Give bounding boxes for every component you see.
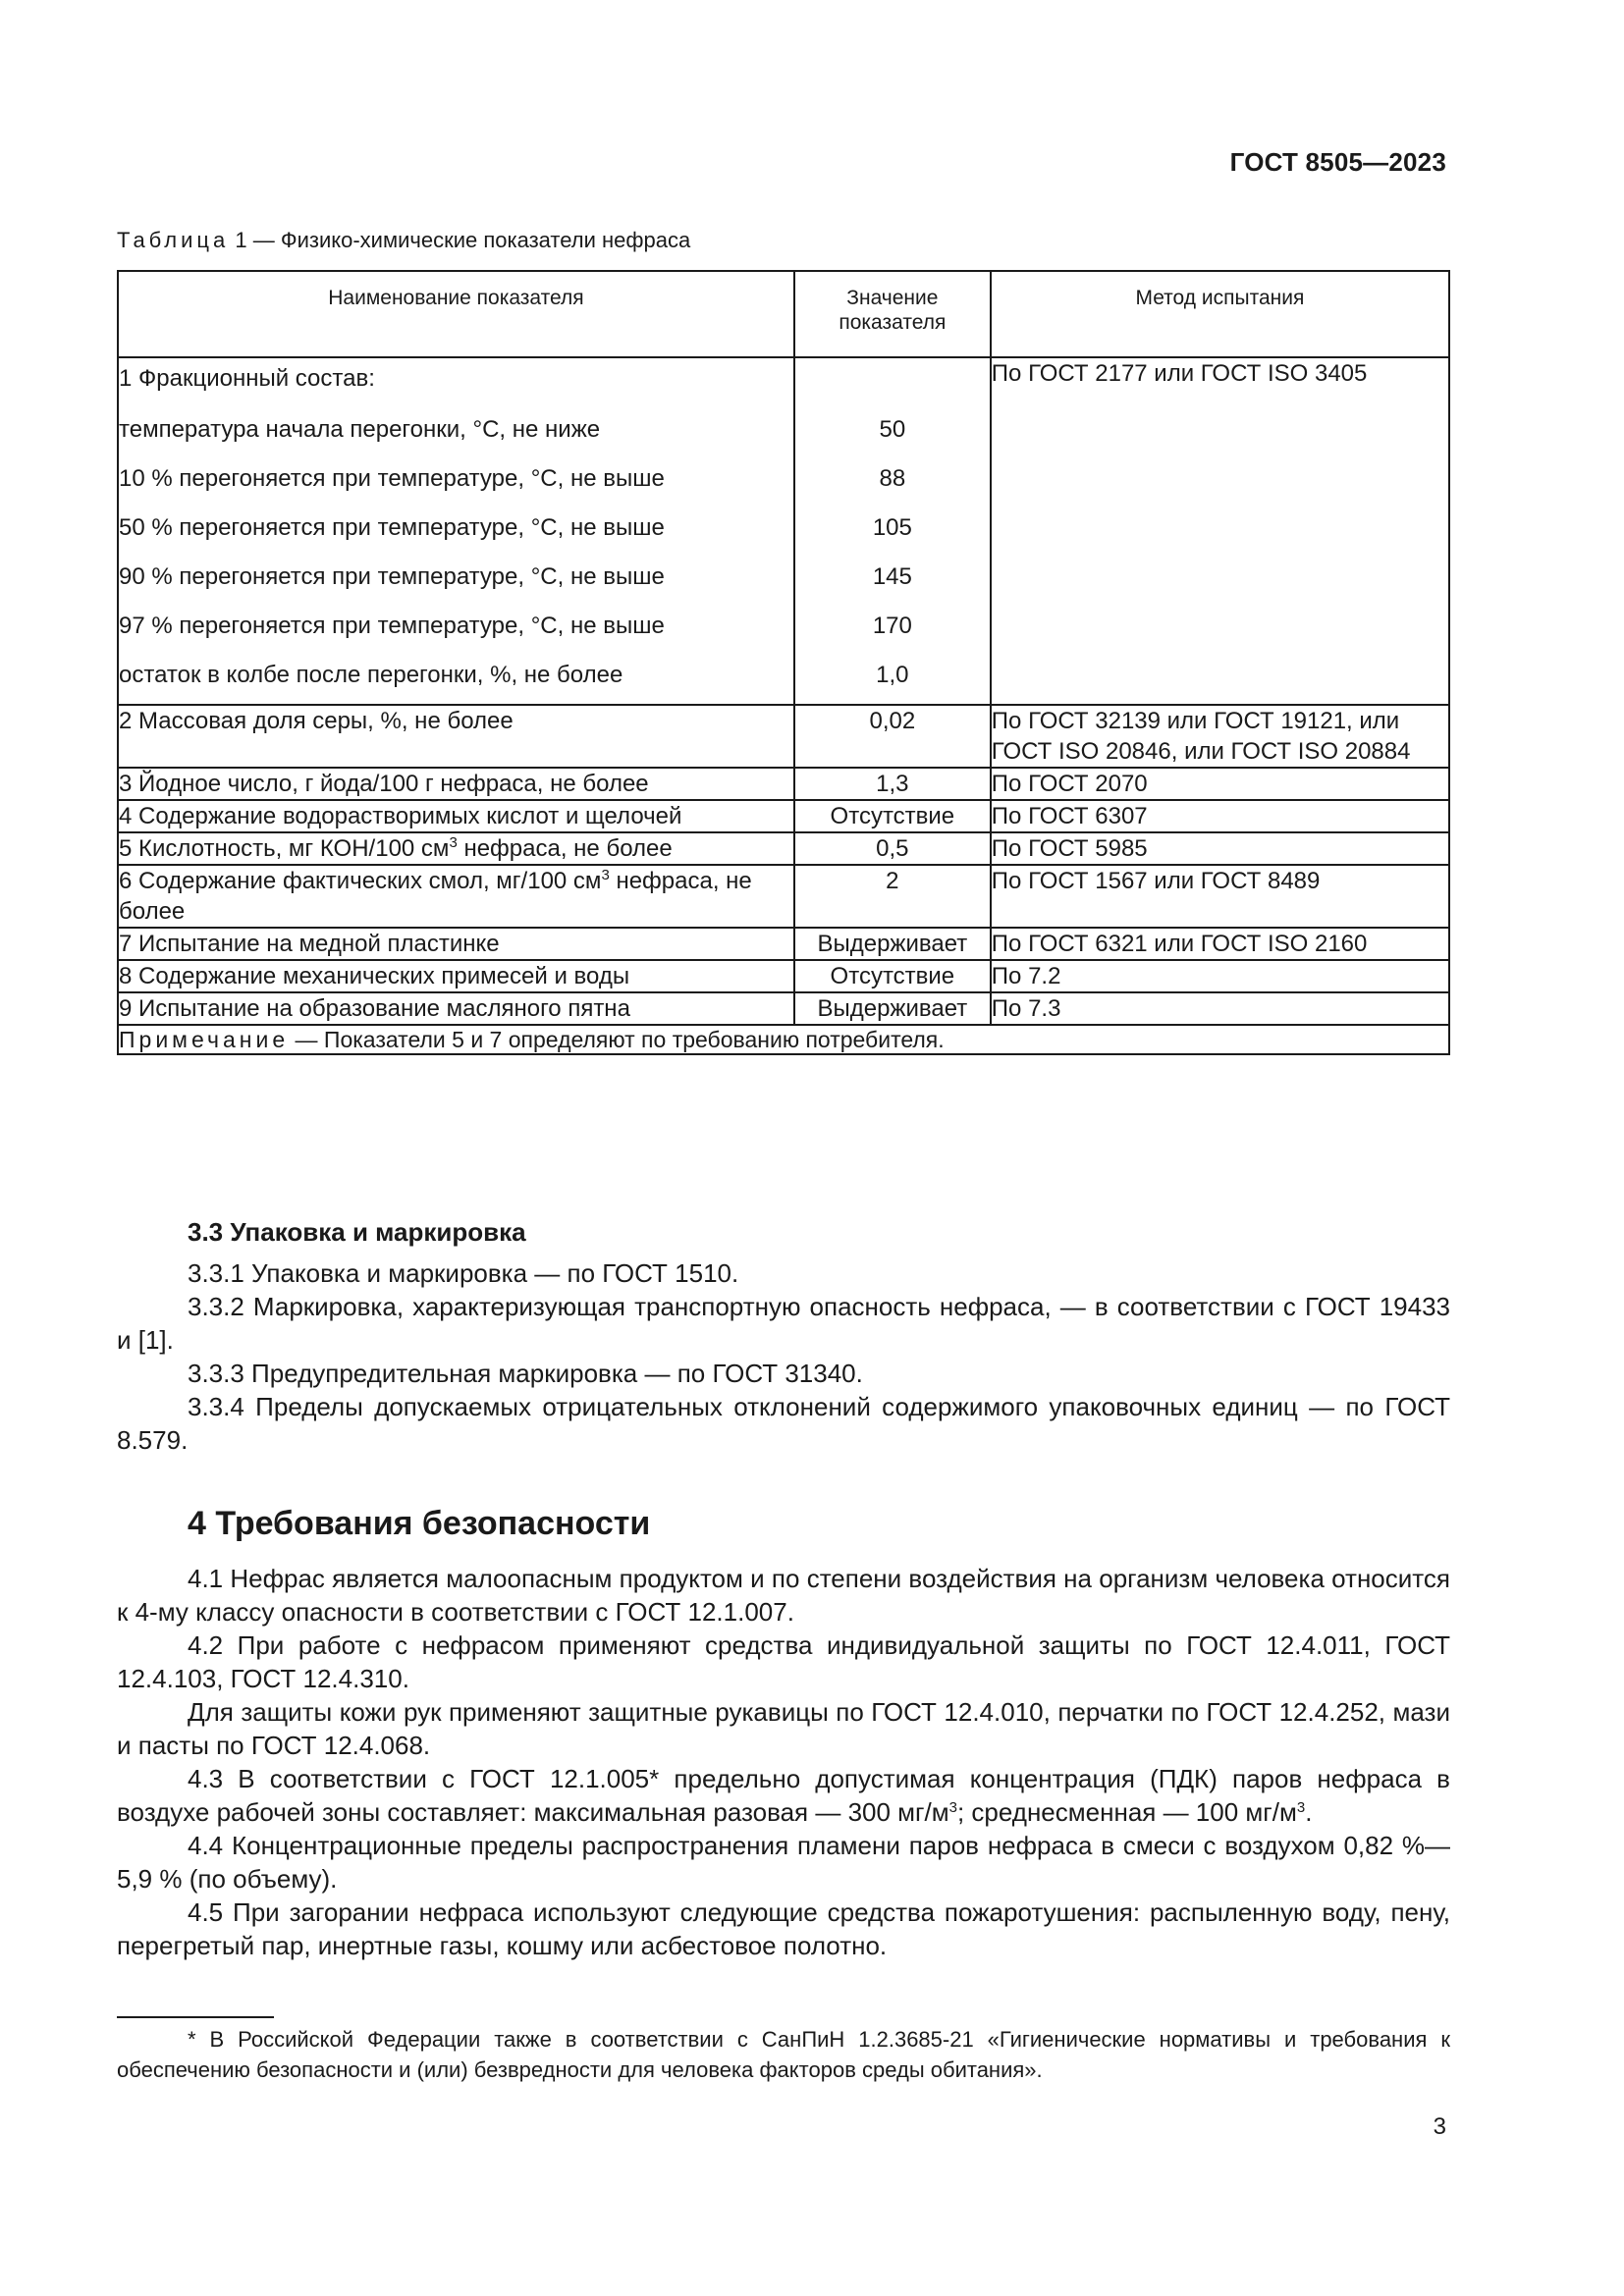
fraction-value: 50 (879, 416, 906, 443)
table-row (118, 832, 1449, 865)
paragraph: 4.2 При работе с нефрасом применяют средства индивидуальной защиты по ГОСТ 12.4.011, ГОСТ 12.4.103, ГОСТ 12.4.310. (117, 1630, 1450, 1693)
superscript: 3 (449, 834, 458, 851)
row-value: 2 (794, 865, 991, 928)
fraction-value: 1,0 (876, 662, 909, 688)
paragraph-part: ; среднесменная — 100 мг/м (956, 1797, 1297, 1827)
table-row (118, 705, 1449, 768)
row-method: По ГОСТ 6321 или ГОСТ ISO 2160 (991, 928, 1449, 960)
row-method: По ГОСТ 1567 или ГОСТ 8489 (991, 865, 1449, 928)
footnote-text: * В Российской Федерации также в соответствии с СанПиН 1.2.3685-21 «Гигиенические нормативы и требования к обеспечению безопасности и (или) безвредности для человека факторов среды обитания». (117, 2027, 1450, 2082)
paragraph-part: 4.3 В соответствии с ГОСТ 12.1.005* предельно допустимая концентрация (ПДК) паров нефраса в воздухе рабочей зоны составляет: максимальная разовая — 300 мг/м (117, 1764, 1450, 1827)
section-heading: 4 Требования безопасности (188, 1505, 651, 1542)
table-row (118, 357, 1449, 705)
superscript: 3 (1296, 1799, 1306, 1816)
fraction-value: 105 (872, 514, 912, 541)
row-name (118, 832, 794, 865)
note-text: — Показатели 5 и 7 определяют по требованию потребителя. (289, 1027, 945, 1052)
row-method: По 7.2 (991, 960, 1449, 992)
fraction-line: 90 % перегоняется при температуре, °С, не выше (119, 563, 665, 590)
table-note-row (118, 1025, 1449, 1054)
paragraph: 3.3.3 Предупредительная маркировка — по ГОСТ 31340. (188, 1359, 863, 1388)
row-method: По ГОСТ 6307 (991, 800, 1449, 832)
row-method: По ГОСТ 2070 (991, 768, 1449, 800)
row-value: Выдерживает (794, 992, 991, 1025)
row-method: По 7.3 (991, 992, 1449, 1025)
row-value: Выдерживает (794, 928, 991, 960)
table-row (118, 928, 1449, 960)
row-method: По ГОСТ 5985 (991, 832, 1449, 865)
footnote-separator (117, 2016, 274, 2018)
fraction-line: температура начала перегонки, °С, не ниже (119, 416, 601, 443)
fraction-value: 88 (879, 465, 906, 492)
row-value: Отсутствие (794, 800, 991, 832)
row-name: 9 Испытание на образование масляного пятна (118, 992, 794, 1025)
page-number: 3 (1433, 2113, 1446, 2140)
section-4 (117, 1477, 1450, 1962)
superscript: 3 (601, 867, 610, 883)
fraction-title: 1 Фракционный состав: (119, 365, 375, 392)
superscript: 3 (948, 1799, 957, 1816)
row-name (118, 865, 794, 928)
note-label: Примечание (119, 1027, 290, 1052)
paragraph: 4.5 При загорании нефраса используют следующие средства пожаротушения: распыленную воду, пену, перегретый пар, инертные газы, кошму или асбестовое полотно. (117, 1897, 1450, 1960)
section-heading: 3.3 Упаковка и маркировка (188, 1217, 526, 1247)
row-value: Отсутствие (794, 960, 991, 992)
table-note (118, 1025, 1449, 1054)
table-row (118, 865, 1449, 928)
row-value: 0,5 (794, 832, 991, 865)
row-value: 1,3 (794, 768, 991, 800)
fraction-name-cell (118, 357, 794, 705)
row-name: 8 Содержание механических примесей и воды (118, 960, 794, 992)
table-row (118, 992, 1449, 1025)
row-name-part: 5 Кислотность, мг КОН/100 см (119, 835, 450, 862)
section-3-3 (117, 1215, 1450, 1457)
table-row (118, 768, 1449, 800)
paragraph (117, 1762, 1450, 1829)
fraction-value: 170 (872, 613, 912, 639)
fraction-line: 97 % перегоняется при температуре, °С, не выше (119, 613, 665, 639)
fraction-value-cell (794, 357, 991, 705)
row-name: 3 Йодное число, г йода/100 г нефраса, не более (118, 768, 794, 800)
row-name: 7 Испытание на медной пластинке (118, 928, 794, 960)
header-indicator-name: Наименование показателя (118, 271, 794, 357)
properties-table (117, 270, 1450, 1055)
fraction-line: остаток в колбе после перегонки, %, не более (119, 662, 623, 688)
footnote (117, 2024, 1450, 2085)
fraction-line: 10 % перегоняется при температуре, °С, не выше (119, 465, 665, 492)
row-name: 2 Массовая доля серы, %, не более (118, 705, 794, 768)
table-caption (117, 228, 690, 253)
table-row (118, 800, 1449, 832)
row-value: 0,02 (794, 705, 991, 768)
paragraph: Для защиты кожи рук применяют защитные рукавицы по ГОСТ 12.4.010, перчатки по ГОСТ 12.4.252, мази и пасты по ГОСТ 12.4.068. (117, 1697, 1450, 1760)
table-caption-label: Таблица (117, 228, 230, 252)
fraction-value: 145 (872, 563, 912, 590)
row-name-part: нефраса, не более (119, 868, 752, 925)
table-caption-text: 1 — Физико-химические показатели нефраса (235, 228, 691, 252)
row-name-part: 6 Содержание фактических смол, мг/100 см (119, 868, 602, 894)
table-row (118, 960, 1449, 992)
header-test-method: Метод испытания (991, 271, 1449, 357)
row-name-part: нефраса, не более (457, 835, 673, 862)
row-method: По ГОСТ 32139 или ГОСТ 19121, или ГОСТ ISO 20846, или ГОСТ ISO 20884 (991, 705, 1449, 768)
paragraph: 4.4 Концентрационные пределы распространения пламени паров нефраса в смеси с воздухом 0,82 %—5,9 % (по объему). (117, 1831, 1450, 1894)
row-name: 4 Содержание водорастворимых кислот и щелочей (118, 800, 794, 832)
paragraph: 3.3.2 Маркировка, характеризующая транспортную опасность нефраса, — в соответствии с ГОСТ 19433 и [1]. (117, 1292, 1450, 1355)
paragraph-part: . (1305, 1797, 1313, 1827)
table-header-row (118, 271, 1449, 357)
paragraph: 4.1 Нефрас является малоопасным продуктом и по степени воздействия на организм человека относится к 4-му классу опасности в соответствии с ГОСТ 12.1.007. (117, 1564, 1450, 1627)
fraction-method-cell: По ГОСТ 2177 или ГОСТ ISO 3405 (991, 357, 1449, 705)
fraction-line: 50 % перегоняется при температуре, °С, не выше (119, 514, 665, 541)
paragraph: 3.3.4 Пределы допускаемых отрицательных отклонений содержимого упаковочных единиц — по ГОСТ 8.579. (117, 1392, 1450, 1455)
paragraph: 3.3.1 Упаковка и маркировка — по ГОСТ 1510. (188, 1258, 739, 1288)
header-indicator-value: Значение показателя (794, 271, 991, 357)
document-code: ГОСТ 8505—2023 (1229, 147, 1446, 177)
